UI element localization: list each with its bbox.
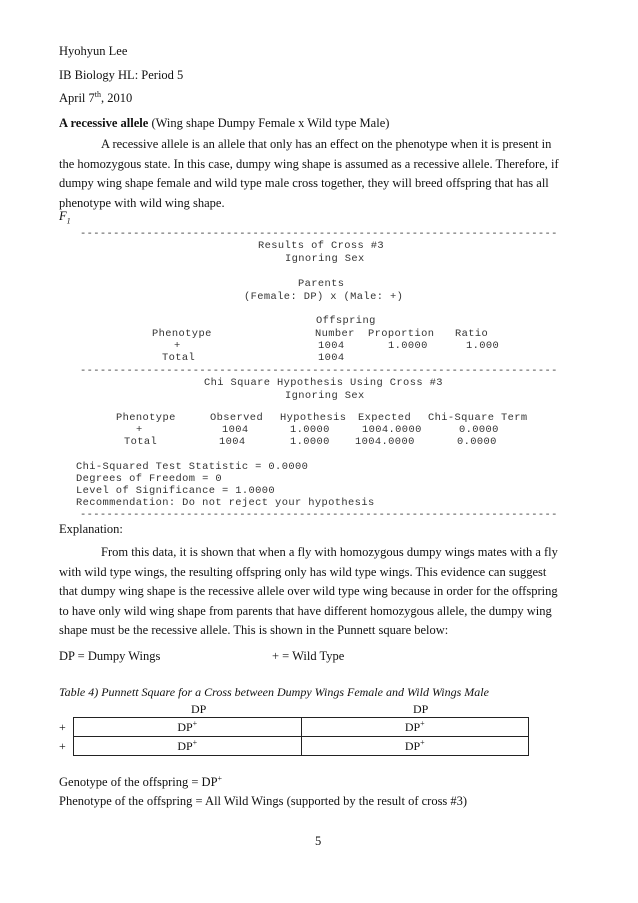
date-line: April 7th, 2010: [59, 89, 133, 105]
phenotype-line: Phenotype of the offspring = All Wild Wings (supported by the result of cross #3): [59, 794, 468, 808]
chi-ignoring-sex-label: Ignoring Sex: [285, 390, 365, 402]
chi-total-expected: 1004.0000: [355, 436, 415, 448]
chi-header-expected: Expected: [358, 412, 412, 424]
offspring-header-number: Number: [315, 328, 355, 340]
punnett-square: [59, 717, 529, 756]
course-line: IB Biology HL: Period 5: [59, 68, 184, 82]
offspring-header-phenotype: Phenotype: [152, 328, 212, 340]
genotype-line: Genotype of the offspring = DP+: [59, 773, 223, 789]
chi-header-observed: Observed: [210, 412, 264, 424]
punnett-col-header-1: DP: [191, 702, 207, 716]
page-number: 5: [315, 834, 322, 848]
punnett-col-header-2: DP: [413, 702, 429, 716]
chi-header-term: Chi-Square Term: [428, 412, 528, 424]
offspring-total-label: Total: [162, 352, 196, 364]
chi-header-phenotype: Phenotype: [116, 412, 176, 424]
parents-value: (Female: DP) x (Male: +): [244, 291, 404, 303]
key-wild-type: + = Wild Type: [272, 649, 345, 663]
explanation-label: Explanation:: [59, 522, 123, 536]
chi-total-label: Total: [124, 436, 158, 448]
chi-square-title: Chi Square Hypothesis Using Cross #3: [204, 377, 443, 389]
output-divider-middle: ------------------------------------------------------------------------: [80, 365, 558, 377]
punnett-row-label: +: [59, 738, 66, 753]
punnett-caption: Table 4) Punnett Square for a Cross between Dumpy Wings Female and Wild Wings Male: [59, 685, 489, 699]
stat-significance: Level of Significance = 1.0000: [76, 485, 276, 497]
chi-row-term: 0.0000: [459, 424, 499, 436]
explanation-paragraph: From this data, it is shown that when a fly with homozygous dumpy wings mates with a fly with wild type wings, the resulting offspring only has wild type wings. This evidence can suggest that dumpy wing shape is the recessive allele over wild type wing because in order for the offspring to have only wild wing shape from parents that have different homozygous allele, the dumpy wing shape must be the recessive allele. This is shown in the Punnett square below:: [59, 545, 558, 637]
generation-label: $F_1$: [59, 209, 71, 226]
punnett-cell: DP+: [74, 718, 302, 737]
offspring-header-ratio: Ratio: [455, 328, 489, 340]
offspring-total-number: 1004: [318, 352, 345, 364]
stat-recommendation: Recommendation: Do not reject your hypothesis: [76, 497, 375, 509]
offspring-row-number: 1004: [318, 340, 345, 352]
output-divider-top: ------------------------------------------------------------------------: [80, 228, 558, 240]
chi-row-hypothesis: 1.0000: [290, 424, 330, 436]
stat-degrees-freedom: Degrees of Freedom = 0: [76, 473, 222, 485]
offspring-label: Offspring: [316, 315, 376, 327]
intro-paragraph: A recessive allele is an allele that only has an effect on the phenotype when it is present in the homozygous state. In this case, dumpy wing shape is assumed as a recessive allele. Therefore, if dumpy wing shape female and wild type male cross together, they will breed offspring that has all phenotype with wild wing shape.: [59, 137, 559, 210]
offspring-row-phenotype: +: [174, 340, 181, 352]
ignoring-sex-label: Ignoring Sex: [285, 253, 365, 265]
parents-label: Parents: [298, 278, 345, 290]
key-dumpy: DP = Dumpy Wings: [59, 649, 161, 663]
chi-header-hypothesis: Hypothesis: [280, 412, 347, 424]
punnett-cell: DP+: [74, 737, 302, 756]
stat-chi-squared: Chi-Squared Test Statistic = 0.0000: [76, 461, 309, 473]
punnett-row: [59, 718, 529, 737]
offspring-header-proportion: Proportion: [368, 328, 435, 340]
chi-row-observed: 1004: [222, 424, 249, 436]
chi-row-phenotype: +: [136, 424, 143, 436]
chi-total-observed: 1004: [219, 436, 246, 448]
output-divider-bottom: ------------------------------------------------------------------------: [80, 509, 558, 521]
chi-total-term: 0.0000: [457, 436, 497, 448]
section-title: A recessive allele (Wing shape Dumpy Female x Wild type Male): [59, 116, 390, 130]
chi-total-hypothesis: 1.0000: [290, 436, 330, 448]
punnett-row-label: +: [59, 719, 66, 734]
offspring-row-ratio: 1.000: [466, 340, 500, 352]
results-title: Results of Cross #3: [258, 240, 385, 252]
author-name: Hyohyun Lee: [59, 44, 128, 58]
chi-row-expected: 1004.0000: [362, 424, 422, 436]
punnett-cell: DP+: [301, 718, 529, 737]
punnett-row: [59, 737, 529, 756]
punnett-cell: DP+: [301, 737, 529, 756]
offspring-row-proportion: 1.0000: [388, 340, 428, 352]
